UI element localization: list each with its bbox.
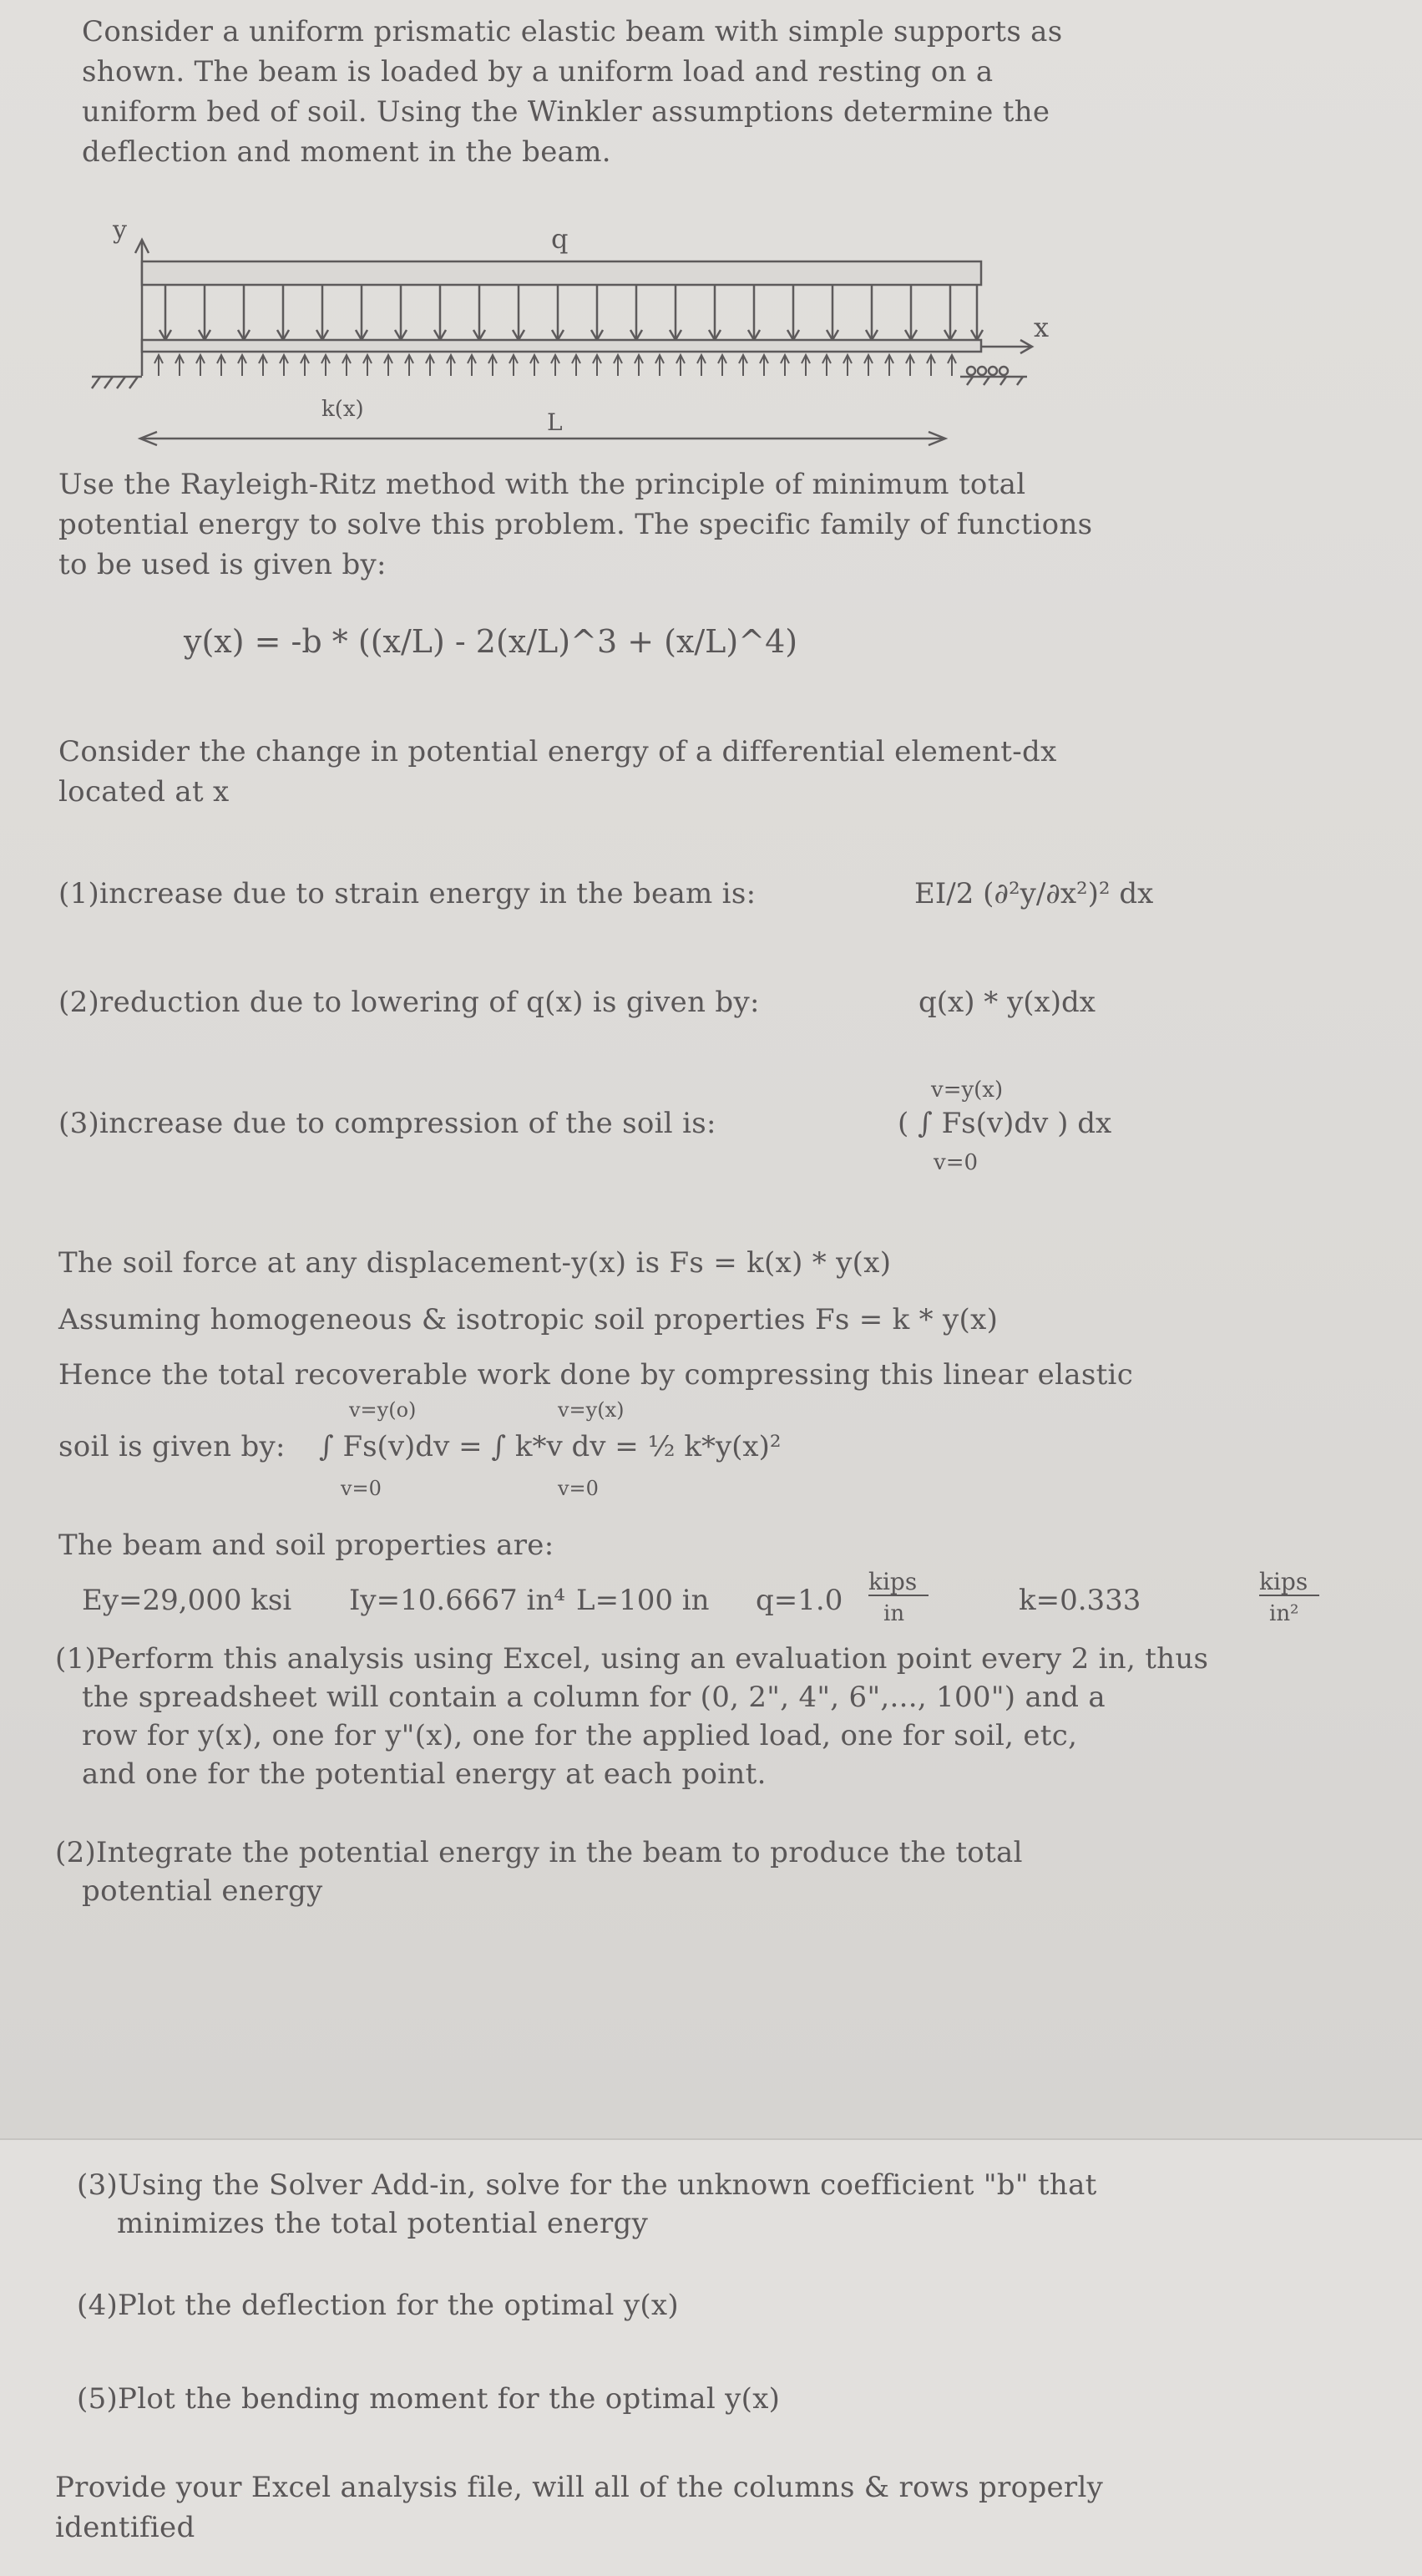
prop-soil-unit-num: kips: [1259, 1568, 1308, 1595]
x-axis-label: x: [1034, 312, 1050, 343]
task-6-line-1: Provide your Excel analysis file, will all of the columns & rows properly: [55, 2471, 1104, 2504]
soil-integral-upper: v=y(x): [931, 1078, 1004, 1103]
page-sheet-2: [0, 2138, 1422, 2576]
task-1-line-2: the spreadsheet will contain a column for (0, 2", 4", 6",..., 100") and a: [82, 1681, 1106, 1714]
prop-length: L=100 in: [576, 1584, 710, 1617]
soil-work-upper-1: v=y(o): [349, 1398, 417, 1422]
task-6-line-2: identified: [55, 2511, 195, 2544]
soil-line-3: Hence the total recoverable work done by compressing this linear elastic: [58, 1358, 1134, 1392]
beam-diagram: [83, 213, 1052, 464]
shape-function: y(x) = -b * ((x/L) - 2(x/L)^3 + (x/L)^4): [184, 623, 798, 660]
task-2-line-1: (2)Integrate the potential energy in the beam to produce the total: [55, 1836, 1023, 1869]
task-1-line-1: (1)Perform this analysis using Excel, using an evaluation point every 2 in, thus: [55, 1642, 1209, 1676]
prop-soil-unit-bar: [1259, 1595, 1319, 1596]
load-work-formula: q(x) * y(x)dx: [918, 986, 1096, 1019]
energy-item-1-text: (1)increase due to strain energy in the beam is:: [58, 877, 757, 910]
soil-work-formula: ∫ Fs(v)dv = ∫ k*v dv = ½ k*y(x)²: [319, 1430, 782, 1463]
intro-line-3: uniform bed of soil. Using the Winkler assumptions determine the: [82, 95, 1050, 129]
task-2-line-2: potential energy: [82, 1874, 323, 1908]
energy-item-2-text: (2)reduction due to lowering of q(x) is given by:: [58, 986, 760, 1019]
properties-title: The beam and soil properties are:: [58, 1529, 554, 1562]
soil-energy-formula: ( ∫ Fs(v)dv ) dx: [898, 1107, 1112, 1140]
task-1-line-4: and one for the potential energy at each point.: [82, 1757, 767, 1791]
prop-modulus: Ey=29,000 ksi: [82, 1584, 292, 1617]
method-line-2: potential energy to solve this problem. The specific family of functions: [58, 508, 1093, 541]
soil-integral-lower: v=0: [934, 1150, 979, 1175]
y-axis-label: y: [113, 216, 127, 245]
energy-item-3-text: (3)increase due to compression of the soil is:: [58, 1107, 716, 1140]
prop-load-unit-num: kips: [868, 1568, 918, 1595]
task-3-line-1: (3)Using the Solver Add-in, solve for the unknown coefficient "b" that: [77, 2168, 1097, 2202]
soil-arrows: [154, 355, 956, 376]
load-arrows: [159, 285, 983, 340]
strain-energy-formula: EI/2 (∂²y/∂x²)² dx: [914, 877, 1154, 910]
soil-modulus-label: k(x): [321, 397, 364, 422]
method-line-3: to be used is given by:: [58, 548, 387, 581]
soil-work-upper-2: v=y(x): [558, 1398, 625, 1422]
soil-line-1: The soil force at any displacement-y(x) is Fs = k(x) * y(x): [58, 1246, 892, 1280]
soil-line-4-text: soil is given by:: [58, 1430, 286, 1463]
soil-work-lower-2: v=0: [558, 1477, 599, 1500]
method-line-1: Use the Rayleigh-Ritz method with the principle of minimum total: [58, 468, 1026, 501]
task-1-line-3: row for y(x), one for y"(x), one for the applied load, one for soil, etc,: [82, 1719, 1078, 1752]
roller-support: [960, 367, 1027, 385]
soil-line-2: Assuming homogeneous & isotropic soil properties Fs = k * y(x): [58, 1303, 999, 1336]
prop-load: q=1.0: [756, 1584, 843, 1617]
prop-soil-modulus: k=0.333: [1019, 1584, 1141, 1617]
task-3-line-2: minimizes the total potential energy: [117, 2207, 649, 2240]
load-label: q: [551, 223, 569, 255]
intro-line-4: deflection and moment in the beam.: [82, 135, 611, 169]
energy-line-1: Consider the change in potential energy of a differential element-dx: [58, 735, 1057, 768]
intro-line-2: shown. The beam is loaded by a uniform load and resting on a: [82, 55, 994, 89]
length-label: L: [547, 408, 563, 436]
task-5: (5)Plot the bending moment for the optimal y(x): [77, 2382, 781, 2416]
prop-load-unit-bar: [868, 1595, 929, 1596]
pin-support: [92, 377, 142, 388]
task-4: (4)Plot the deflection for the optimal y(x): [77, 2289, 679, 2322]
energy-line-2: located at x: [58, 775, 230, 809]
prop-soil-unit-den: in²: [1269, 1601, 1299, 1626]
prop-inertia: Iy=10.6667 in⁴: [349, 1584, 565, 1617]
intro-line-1: Consider a uniform prismatic elastic beam with simple supports as: [82, 15, 1063, 48]
soil-work-lower-1: v=0: [341, 1477, 382, 1500]
prop-load-unit-den: in: [883, 1601, 905, 1626]
